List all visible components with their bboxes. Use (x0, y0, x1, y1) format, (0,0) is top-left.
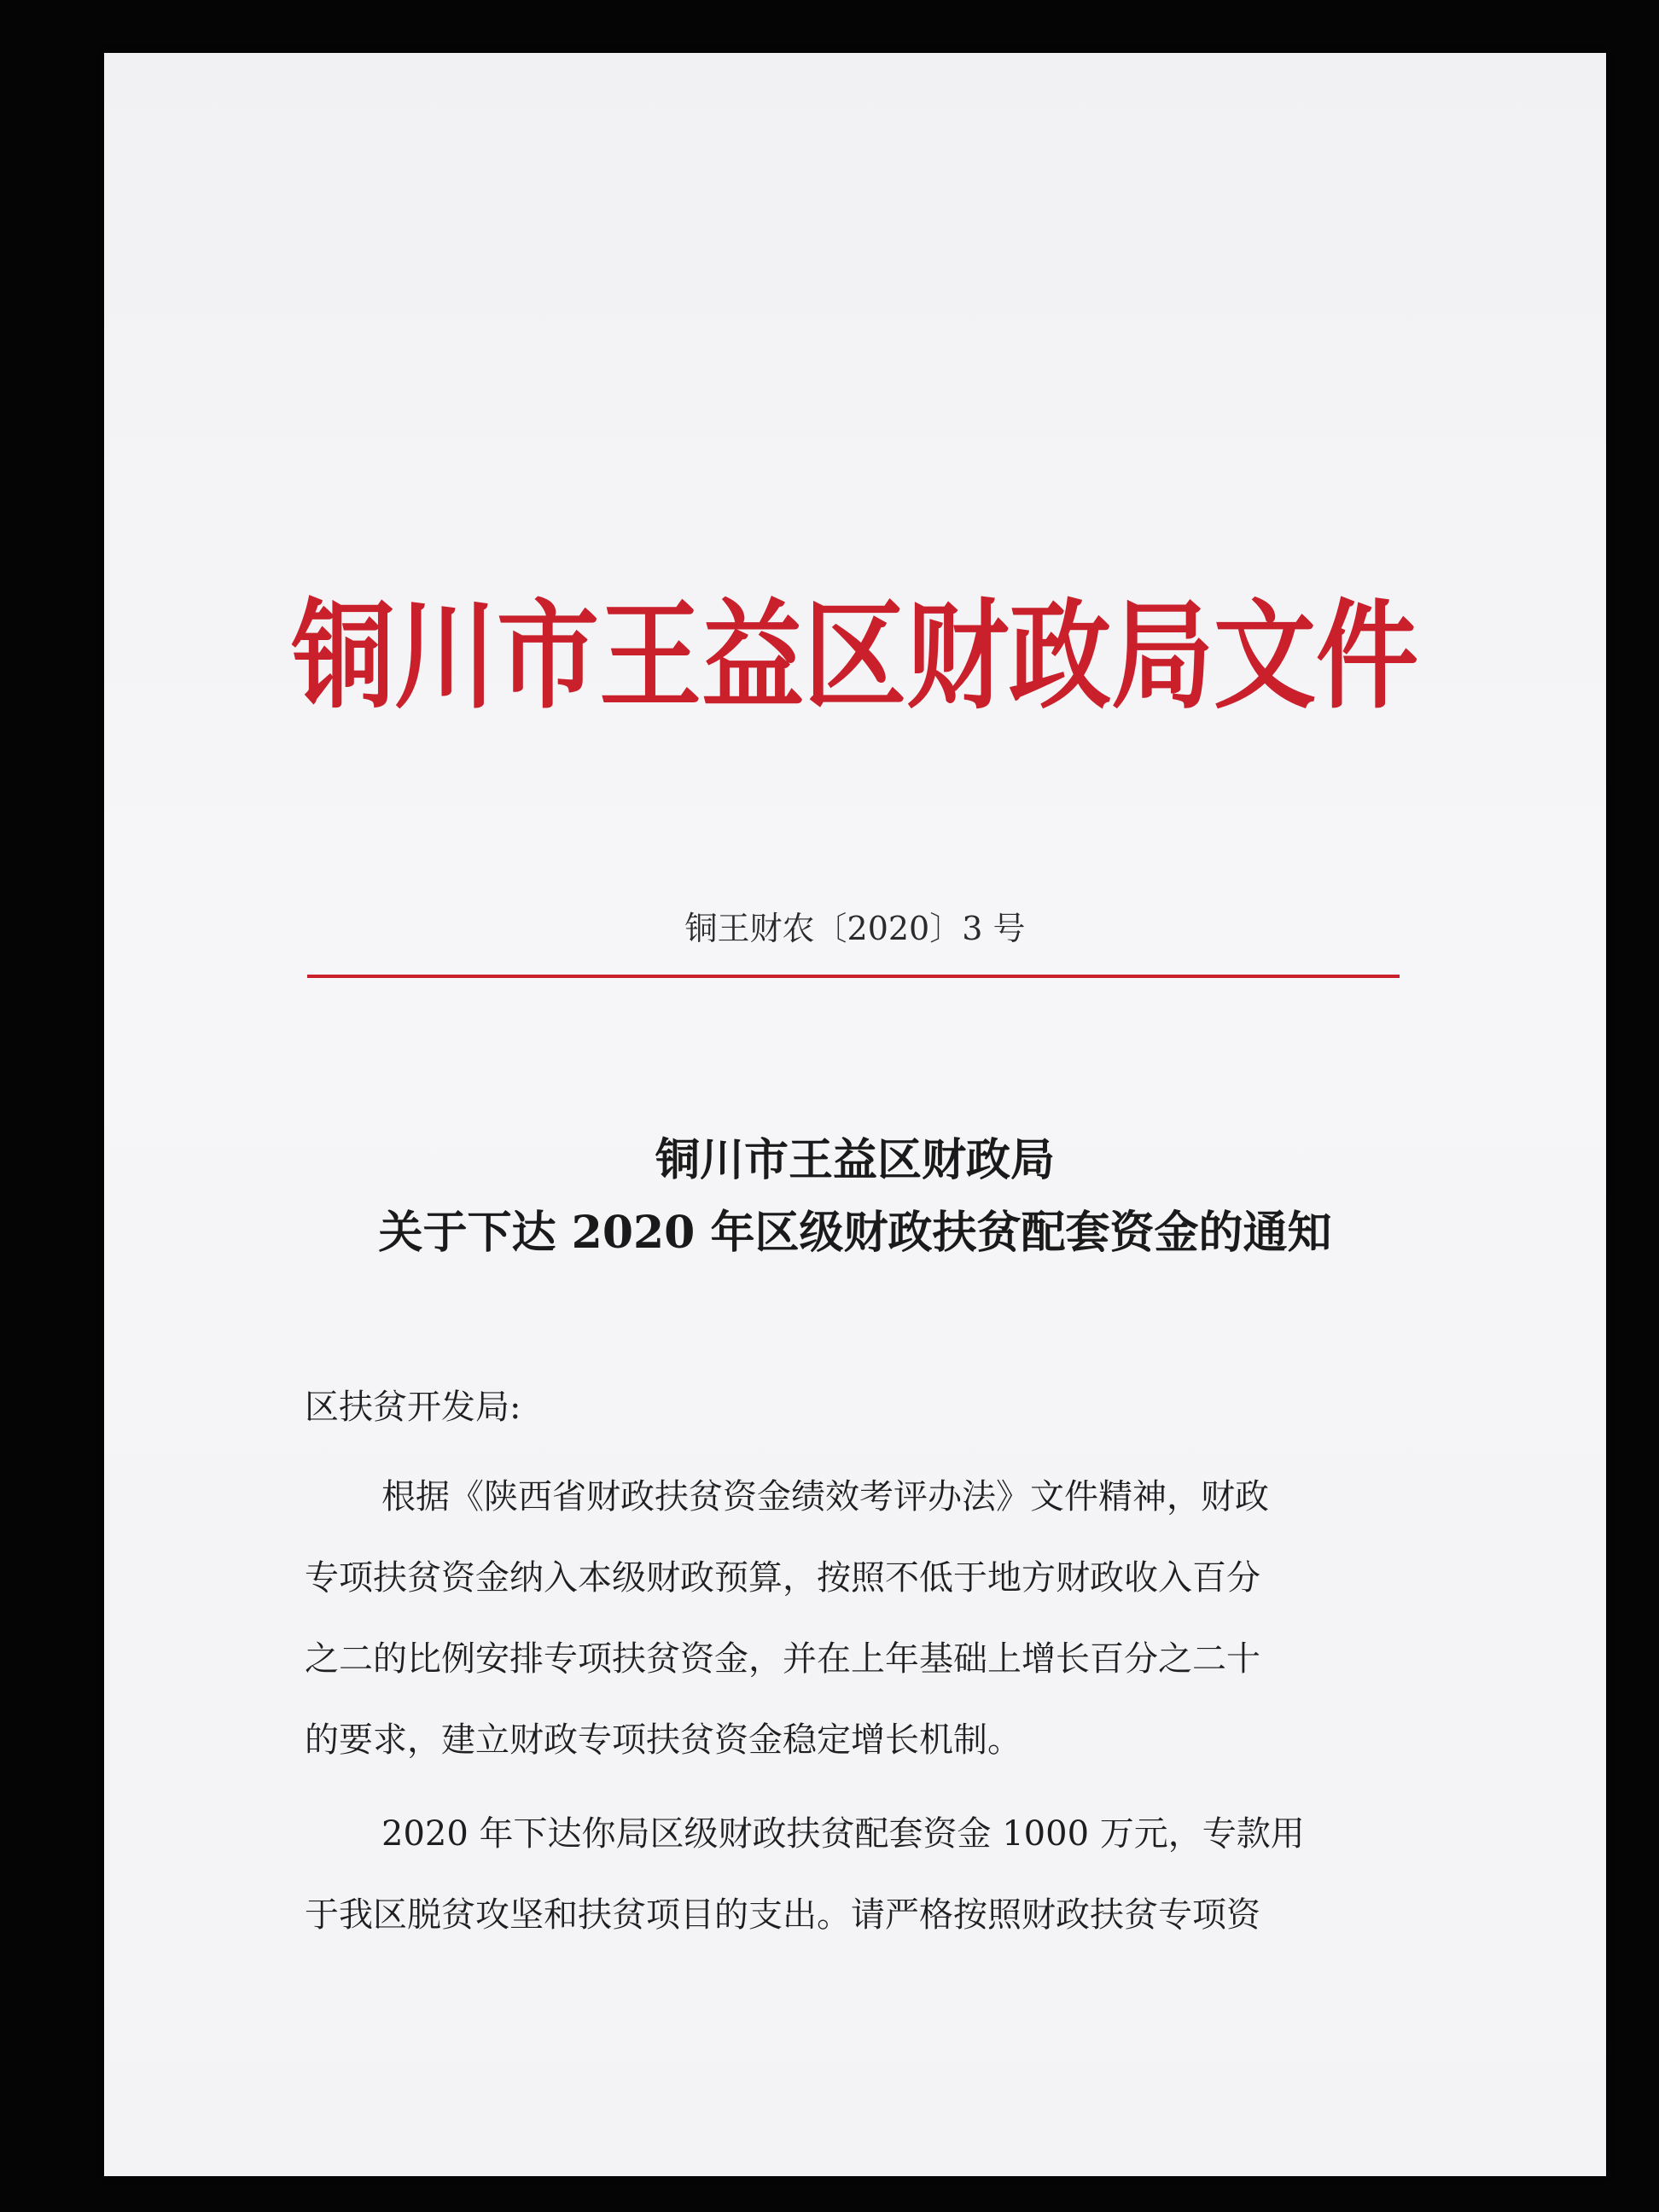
paragraph1-line: 的要求，建立财政专项扶贫资金稳定增长机制。 (305, 1720, 1022, 1760)
document-page (104, 53, 1606, 2176)
paragraph1-line: 根据《陕西省财政扶贫资金绩效考评办法》文件精神，财政 (381, 1477, 1269, 1516)
paragraph1-line: 专项扶贫资金纳入本级财政预算，按照不低于地方财政收入百分 (305, 1558, 1260, 1598)
document-number: 铜王财农〔2020〕3 号 (684, 910, 1026, 947)
notice-title-line1: 铜川市王益区财政局 (655, 1134, 1055, 1186)
paragraph1-line: 之二的比例安排专项扶贫资金，并在上年基础上增长百分之二十 (305, 1639, 1260, 1679)
notice-title-line2: 关于下达 2020 年区级财政扶贫配套资金的通知 (378, 1207, 1332, 1259)
paragraph2-line: 2020 年下达你局区级财政扶贫配套资金 1000 万元，专款用 (381, 1814, 1305, 1854)
header-divider (307, 975, 1400, 978)
paragraph2-line: 于我区脱贫攻坚和扶贫项目的支出。请严格按照财政扶贫专项资 (305, 1895, 1260, 1935)
salutation: 区扶贫开发局: (305, 1388, 521, 1427)
document-header-title: 铜川市王益区财政局文件 (292, 589, 1418, 725)
